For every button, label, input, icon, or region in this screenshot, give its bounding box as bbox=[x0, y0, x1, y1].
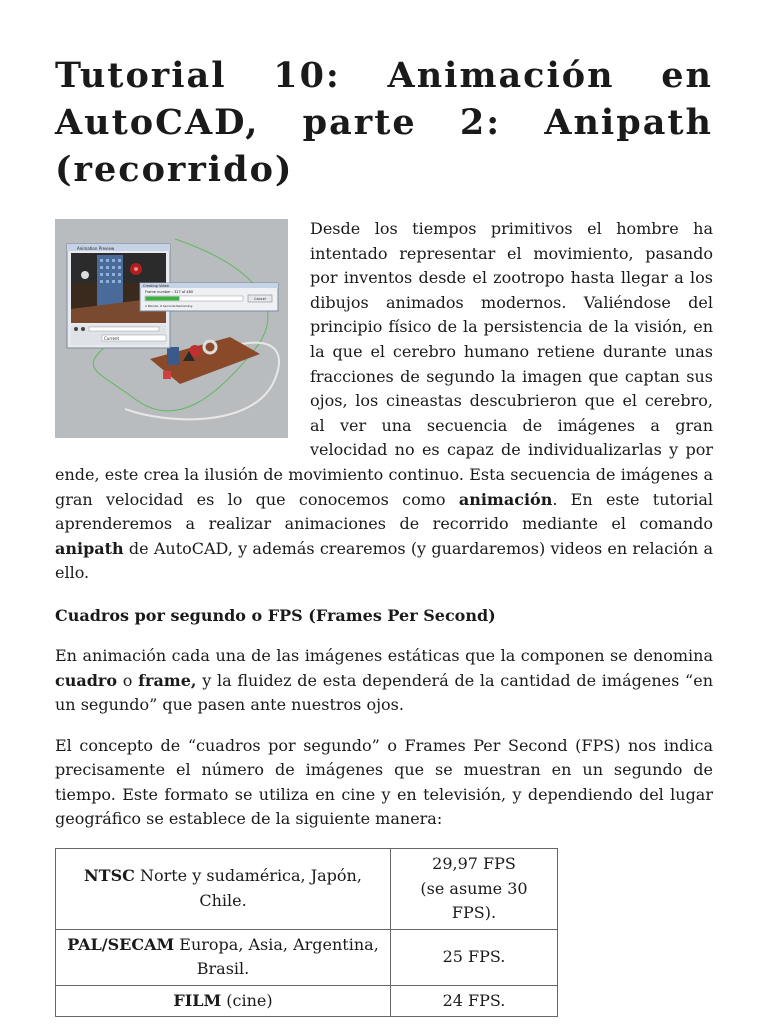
paragraph-fps: El concepto de “cuadros por segundo” o Frames Per Second (FPS) nos indica precisamente el número de imágenes que se muestran en un segundo de tiempo. Este formato se utiliza en cine y en televisión, y dependiendo del lugar geográfico se establece de la siguiente manera: bbox=[55, 735, 713, 829]
autocad-screenshot-figure bbox=[55, 219, 288, 438]
object-small bbox=[163, 371, 171, 379]
table-cell: 25 FPS. bbox=[391, 929, 558, 985]
bold-anipath: anipath bbox=[55, 538, 124, 558]
stop-icon bbox=[81, 327, 85, 331]
progress-title: Creating Video bbox=[143, 284, 169, 288]
creating-video-dialog bbox=[140, 283, 278, 311]
cancel-label: Cancel bbox=[254, 297, 266, 301]
page-title: Tutorial 10: Animación en AutoCAD, parte 2: Anipath (recorrido) bbox=[55, 55, 713, 190]
table-cell: NTSC Norte y sudamérica, Japón, Chile. bbox=[56, 849, 391, 930]
progress-label: Frame number : 327 of 480 bbox=[145, 290, 194, 294]
table-cell: PAL/SECAM Europa, Asia, Argentina, Brasil. bbox=[56, 929, 391, 985]
play-icon bbox=[74, 327, 78, 331]
table-cell: FILM (cine) bbox=[56, 985, 391, 1017]
article bbox=[55, 52, 713, 1017]
table-cell: 29,97 FPS (se asume 30 FPS). bbox=[391, 849, 558, 930]
bold-cuadro: cuadro bbox=[55, 670, 118, 690]
bold-animacion: animación bbox=[458, 489, 553, 509]
section-heading: Cuadros por segundo o FPS (Frames Per Second) bbox=[55, 605, 496, 625]
dialog-title: Animation Preview bbox=[77, 246, 115, 251]
table-row bbox=[56, 849, 558, 930]
table-row bbox=[56, 929, 558, 985]
paragraph-cuadros: En animación cada una de las imágenes estáticas que la componen se denomina cuadro o frame, y la fluidez de esta dependerá de la cantidad de imágenes “en un segundo” que pasen ante nuestros ojos. bbox=[55, 645, 714, 715]
preview-slider bbox=[89, 327, 159, 331]
object-box bbox=[167, 347, 179, 365]
intro-paragraph: Animation Preview Current Creating Video Frame number : 327 of 480 1 Minute, 9 Seconds Remaining Cancel Desde los tiempos primitivos el hombre ha intentado representar el movimiento, pasando por inventos desde el zootropo hasta llegar a los dibujos animados modernos. Valiéndose del principio físico de la persistencia de la visión, en la que el cerebro humano retiene durante unas fracciones de segundo la imagen que captan sus ojos, los cineastas descubrieron que el cerebro, al ver una secuencia de imágenes a gran velocidad no es capaz de individualizarlas y por ende, este crea la ilusión de movimiento continuo. Esta secuencia de imágenes a gran velocidad es lo que conocemos como animación. En este tutorial aprenderemos a realizar animaciones de recorrido mediante el comando anipath de AutoCAD, y además crearemos (y guardaremos) videos en relación a ello. bbox=[55, 219, 714, 583]
dropdown-value: Current bbox=[104, 336, 120, 341]
table-cell: 24 FPS. bbox=[391, 985, 558, 1017]
table-row bbox=[56, 985, 558, 1017]
fps-table bbox=[55, 848, 558, 1017]
progress-fill bbox=[146, 297, 180, 301]
progress-sub: 1 Minute, 9 Seconds Remaining bbox=[145, 304, 193, 308]
bold-frame: frame, bbox=[138, 670, 197, 690]
